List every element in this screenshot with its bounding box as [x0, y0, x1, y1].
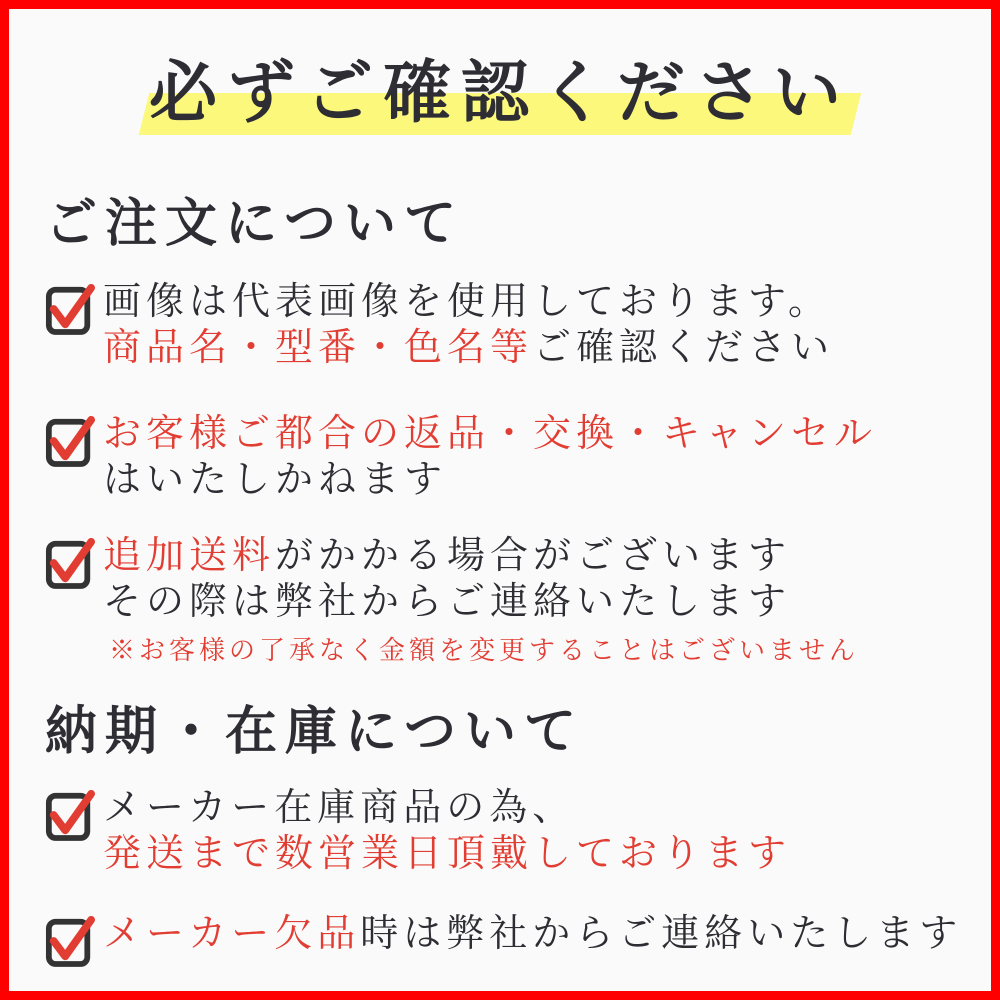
notice-item-text [103, 411, 877, 503]
page-title: 必ずご確認ください [148, 55, 851, 131]
notice-text: その際は弊社からご連絡いたします [103, 581, 792, 623]
notice-text-emphasis: 追加送料 [103, 535, 276, 577]
notice-text: メーカー在庫商品の為、 [103, 787, 576, 829]
notice-text-emphasis: 商品名・型番・色名等 [103, 327, 534, 369]
notice-text: ご確認ください [533, 327, 835, 369]
notice-item-extra-shipping [45, 533, 971, 667]
notice-item-text [103, 911, 962, 957]
checked-checkbox-icon [45, 785, 95, 843]
checked-checkbox-icon [45, 411, 95, 469]
notice-item-no-returns [45, 411, 971, 503]
section-heading-order: ご注文について [45, 196, 464, 253]
notice-item-text [103, 533, 859, 667]
notice-item-text [103, 785, 791, 877]
section-heading-stock: 納期・在庫について [45, 704, 584, 761]
notice-footnote: ※お客様の了承なく金額を変更することはございません [109, 636, 860, 665]
notice-text-emphasis: 発送まで数営業日頂戴しております [103, 833, 792, 875]
section-stock [9, 703, 991, 969]
notice-text: はいたしかねます [103, 459, 448, 501]
checked-checkbox-icon [45, 533, 95, 591]
section-order [9, 195, 991, 667]
checked-checkbox-icon [45, 279, 95, 337]
notice-item-representative-image [45, 279, 971, 371]
notice-item-maker-shortage [45, 911, 971, 969]
notice-text-emphasis: メーカー欠品 [103, 913, 361, 955]
notice-text: 時は弊社からご連絡いたします [360, 913, 963, 955]
notice-text: 画像は代表画像を使用しております。 [103, 281, 831, 323]
notice-item-text [103, 279, 834, 371]
title-banner [9, 43, 991, 149]
checked-checkbox-icon [45, 911, 95, 969]
notice-item-maker-stock [45, 785, 971, 877]
notice-text: がかかる場合がございます [275, 535, 792, 577]
notice-text-emphasis: お客様ご都合の返品・交換・キャンセル [103, 413, 878, 455]
